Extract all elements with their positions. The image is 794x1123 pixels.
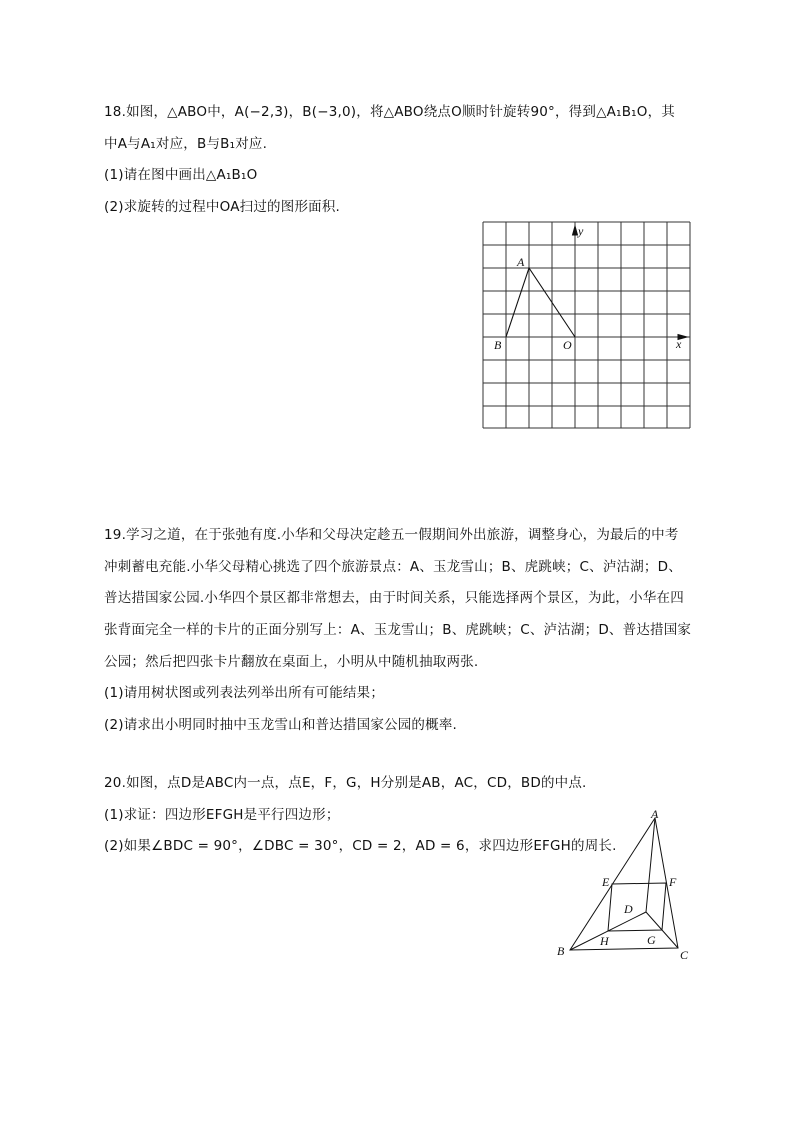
label-A: A	[651, 807, 659, 821]
label-B: B	[557, 944, 565, 958]
problem18-coordinate-grid-figure	[470, 218, 700, 434]
problem20-line1: 20.如图，点D是ABC内一点，点E，F，G，H分别是AB，AC，CD，BD的中点.	[104, 775, 587, 791]
problem19-line2: 冲刺蓄电充能.小华父母精心挑选了四个旅游景点：A、玉龙雪山；B、虎跳峡；C、泸沽湖；D、	[104, 559, 682, 575]
quadrilateral-EFGH	[608, 883, 666, 931]
problem20-part1: (1)求证：四边形EFGH是平行四边形；	[104, 807, 340, 823]
label-B: B	[494, 338, 502, 352]
label-H: H	[600, 934, 609, 948]
problem19-part1: (1)请用树状图或列表法列举出所有可能结果；	[104, 685, 385, 701]
problem18-line1: 18.如图，△ABO中，A(−2,3)，B(−3,0)，将△ABO绕点O顺时针旋转90°，得到△A₁B₁O，其	[104, 104, 676, 120]
problem19-line5: 公园；然后把四张卡片翻放在桌面上，小明从中随机抽取两张.	[104, 654, 479, 670]
label-A: A	[517, 255, 525, 269]
problem19-part2: (2)请求出小明同时抽中玉龙雪山和普达措国家公园的概率.	[104, 717, 458, 733]
label-y: y	[578, 224, 584, 238]
problem18-part1: (1)请在图中画出△A₁B₁O	[104, 167, 258, 183]
label-E: E	[602, 875, 610, 889]
segment-AD	[646, 818, 655, 912]
label-D: D	[624, 902, 633, 916]
triangle-ABO	[506, 268, 575, 337]
label-x: x	[676, 337, 682, 351]
problem19-line3: 普达措国家公园.小华四个景区都非常想去，由于时间关系，只能选择两个景区，为此，小华在四	[104, 590, 684, 606]
y-axis-arrow	[573, 226, 578, 235]
problem20-quadrilateral-figure	[550, 805, 700, 970]
label-G: G	[647, 933, 656, 947]
problem19-line1: 19.学习之道，在于张弛有度.小华和父母决定趁五一假期间外出旅游，调整身心，为最后的中考	[104, 527, 679, 543]
problem19-line4: 张背面完全一样的卡片的正面分别写上：A、玉龙雪山；B、虎跳峡；C、泸沽湖；D、普达措国家	[104, 622, 692, 638]
problem20-part2: (2)如果∠BDC = 90°，∠DBC = 30°，CD = 2，AD = 6，求四边形EFGH的周长.	[104, 838, 617, 854]
problem18-line2: 中A与A₁对应，B与B₁对应.	[104, 136, 268, 152]
problem18-part2: (2)求旋转的过程中OA扫过的图形面积.	[104, 199, 341, 215]
label-F: F	[669, 875, 677, 889]
grid-lines	[483, 222, 690, 428]
label-O: O	[563, 338, 572, 352]
label-C: C	[680, 948, 689, 962]
